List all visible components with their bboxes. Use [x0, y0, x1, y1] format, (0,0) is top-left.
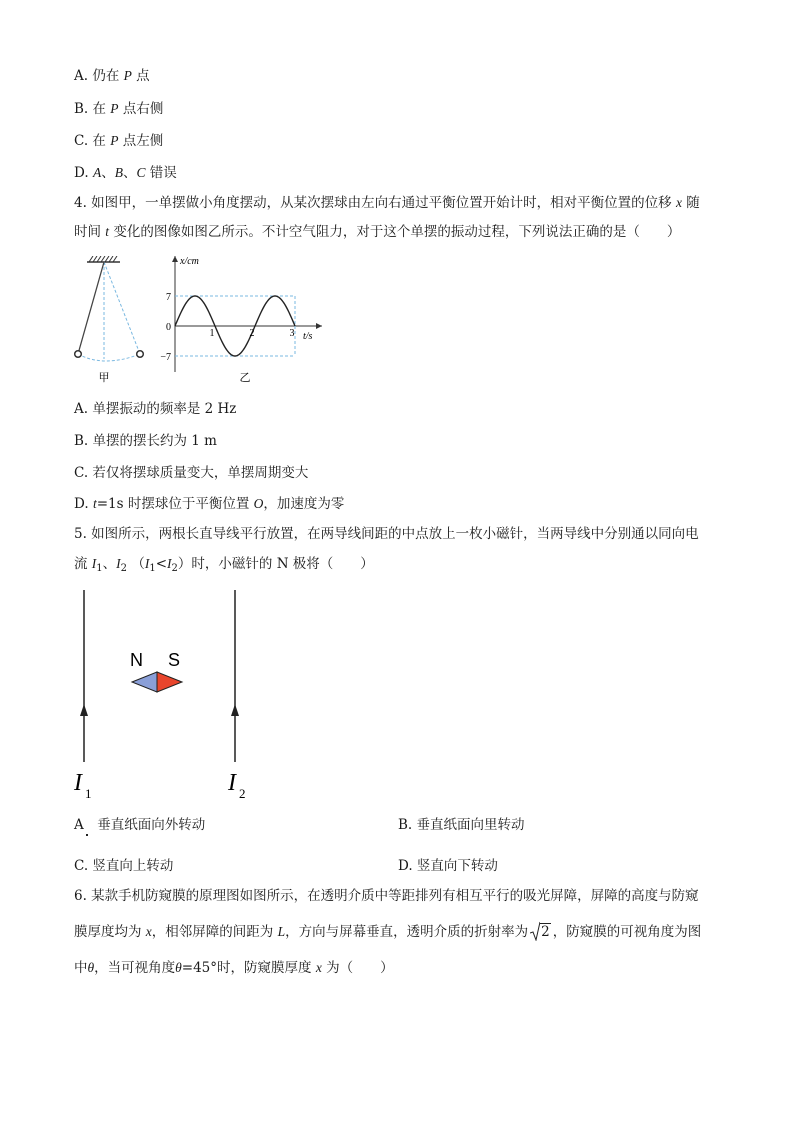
text: 点左侧	[118, 133, 164, 149]
wire-2-current-arrow	[231, 704, 239, 716]
text: 膜厚度均为	[74, 924, 146, 940]
var: P	[110, 133, 119, 148]
var: I	[91, 556, 97, 571]
q4-option-b	[74, 431, 217, 451]
q5-stem-line2	[74, 554, 374, 579]
q4-option-d	[74, 494, 344, 514]
q6-stem-line1	[74, 886, 699, 906]
text: ，方向与屏幕垂直，透明介质的折射率为	[285, 924, 529, 940]
wires-magnet-figure	[60, 586, 260, 808]
var: θ	[175, 960, 182, 975]
text: 4. 如图甲，一单摆做小角度摆动，从某次摆球由左向右通过平衡位置开始计时，相对平衡位置的位移	[74, 195, 676, 211]
text: B. 垂直纸面向里转动	[398, 817, 525, 833]
var: x	[675, 195, 682, 210]
x-axis-label: t/s	[303, 331, 313, 342]
text: 流	[74, 556, 92, 572]
wire-2-subscript: 2	[239, 786, 246, 801]
text: 随	[681, 195, 700, 211]
text: D. 竖直向下转动	[398, 858, 498, 874]
stray-dot	[86, 834, 88, 836]
needle-south-half	[157, 672, 182, 692]
q3-option-a	[74, 66, 150, 86]
x-tick-label: 3	[289, 328, 295, 339]
q4-option-a	[74, 399, 236, 419]
text: ，当可视角度	[94, 960, 176, 976]
text: 时间	[74, 224, 106, 240]
text: （	[127, 556, 145, 572]
text: 、	[101, 165, 115, 181]
text: ，防窥膜的可视角度为图	[552, 924, 702, 940]
var: θ	[87, 960, 95, 975]
var: t	[105, 224, 110, 239]
text: B. 单摆的摆长约为 1 m	[74, 433, 217, 449]
q4-stem-line1	[74, 193, 700, 213]
var: I	[144, 556, 150, 571]
y-tick-label: −7	[160, 352, 171, 363]
var: B	[114, 165, 123, 180]
wire-1-subscript: 1	[85, 786, 92, 801]
var: O	[253, 496, 264, 511]
q5-option-a	[74, 815, 205, 835]
q5-stem-line1	[74, 524, 699, 544]
sqrt-expression	[530, 922, 551, 942]
q3-option-c	[74, 131, 163, 151]
pendulum-figure	[72, 256, 152, 386]
pendulum-string	[78, 262, 104, 354]
q6-stem-line3	[74, 958, 394, 978]
sqrt-sign	[530, 921, 540, 941]
sqrt-radicand: 2	[541, 924, 550, 940]
pendulum-bob-right	[137, 351, 144, 358]
text: C. 若仅将摆球质量变大，单摆周期变大	[74, 465, 309, 481]
var: C	[136, 165, 146, 180]
subscript: 1	[96, 563, 103, 574]
q4-option-c	[74, 463, 308, 483]
pendulum-bob	[75, 351, 82, 358]
text: ）时，小磁针的 N 极将（ ）	[177, 556, 374, 572]
chart-ticks	[160, 292, 294, 363]
displacement-time-chart	[160, 250, 330, 386]
wire-1-current-arrow	[80, 704, 88, 716]
figure-label-jia: 甲	[98, 371, 110, 384]
var: A	[92, 165, 102, 180]
text: A 垂直纸面向外转动	[74, 817, 206, 833]
text: 为（ ）	[321, 960, 394, 976]
y-tick-label: 0	[166, 322, 171, 333]
text: B. 在	[74, 101, 111, 117]
text: 6. 某款手机防窥膜的原理图如图所示，在透明介质中等距排列有相互平行的吸光屏障，屏障的高度与防窥	[74, 888, 699, 904]
text: 5. 如图所示，两根长直导线平行放置，在两导线间距的中点放上一枚小磁针，当两导线中分别通以同向电	[74, 526, 699, 542]
wire-2-label: I	[228, 770, 236, 796]
var: L	[277, 924, 286, 939]
subscript: 1	[149, 563, 156, 574]
ceiling-hatch	[89, 256, 117, 262]
text: D.	[74, 496, 93, 512]
needle-n-label: N	[130, 650, 143, 670]
q4-stem-line2	[74, 222, 680, 242]
needle-north-half	[132, 672, 157, 692]
var: x	[315, 960, 322, 975]
text: ，加速度为零	[263, 496, 345, 512]
subscript: 2	[171, 563, 178, 574]
text: A. 仍在	[74, 68, 124, 84]
text: 点右侧	[118, 101, 164, 117]
right-extreme-dashed-line	[104, 262, 140, 354]
x-axis-arrow	[316, 323, 322, 329]
subscript: 2	[120, 563, 128, 574]
swing-arc	[78, 354, 140, 361]
text: A. 单摆振动的频率是 2 Hz	[74, 401, 237, 417]
y-tick-label: 7	[166, 292, 171, 303]
q6-stem-line2	[74, 922, 701, 942]
q3-option-d	[74, 163, 177, 183]
var: I	[167, 556, 172, 571]
var: P	[110, 101, 119, 116]
q5-option-b	[398, 815, 525, 835]
text: =1s 时摆球位于平衡位置	[96, 496, 254, 512]
q5-option-d	[398, 856, 498, 876]
text: C. 竖直向上转动	[74, 858, 174, 874]
text: <	[155, 556, 168, 572]
var: t	[92, 496, 97, 511]
text: 、	[102, 556, 117, 572]
text: 错误	[145, 165, 177, 181]
x-tick-label: 2	[249, 328, 255, 339]
wire-1-label: I	[74, 770, 82, 796]
text: =45°时，防窥膜厚度	[181, 960, 316, 976]
q5-option-c	[74, 856, 173, 876]
var: P	[123, 68, 132, 83]
text: 点	[131, 68, 150, 84]
text: 中	[74, 960, 88, 976]
y-axis-arrow	[172, 256, 178, 262]
y-axis-label: x/cm	[180, 256, 199, 267]
text: D.	[74, 165, 93, 181]
text: C. 在	[74, 133, 111, 149]
var: x	[145, 924, 152, 939]
text: 、	[122, 165, 137, 181]
figure-label-yi: 乙	[239, 371, 251, 384]
q3-option-b	[74, 99, 163, 119]
text: ，相邻屏障的间距为	[151, 924, 278, 940]
needle-s-label: S	[168, 650, 181, 670]
var: I	[116, 556, 121, 571]
text: 变化的图像如图乙所示。不计空气阻力，对于这个单摆的振动过程，下列说法正确的是（ ）	[109, 224, 681, 240]
x-tick-label: 1	[209, 328, 215, 339]
